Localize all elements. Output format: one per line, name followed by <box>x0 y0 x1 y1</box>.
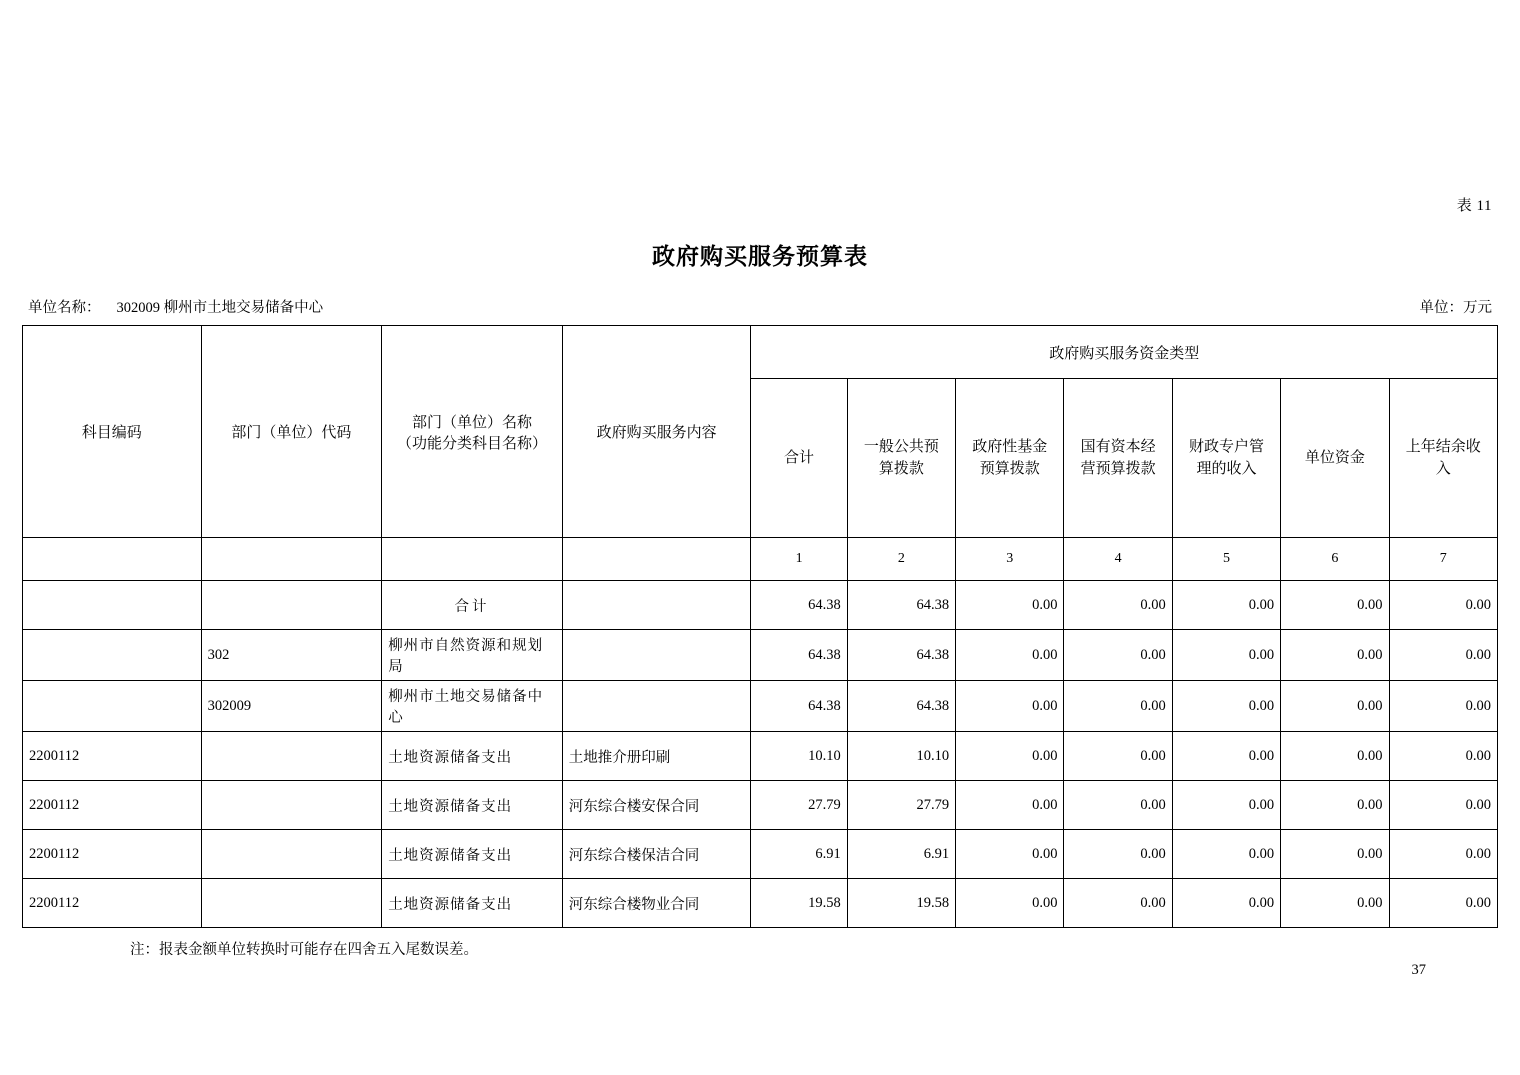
cell-amount-2: 6.91 <box>847 830 955 879</box>
cell-amount-6: 0.00 <box>1281 630 1389 681</box>
cell-dept-code <box>201 581 382 630</box>
cell-service-content: 土地推介册印刷 <box>562 732 751 781</box>
cell-dept-code <box>201 830 382 879</box>
header-line-2: 预算拨款 <box>979 461 1040 477</box>
cell-service-content <box>562 630 751 681</box>
page-title: 政府购买服务预算表 <box>652 244 868 269</box>
cell-dept-code <box>201 781 382 830</box>
cell-subject-code: 2200112 <box>23 732 202 781</box>
header-line-2: （功能分类科目名称） <box>396 435 547 452</box>
header-num-4: 4 <box>1064 538 1172 581</box>
cell-dept-name: 土地资源储备支出 <box>382 830 563 879</box>
cell-amount-2: 64.38 <box>847 630 955 681</box>
cell-amount-2: 10.10 <box>847 732 955 781</box>
cell-amount-6: 0.00 <box>1281 781 1389 830</box>
cell-amount-7: 0.00 <box>1389 630 1497 681</box>
cell-amount-6: 0.00 <box>1281 681 1389 732</box>
cell-amount-5: 0.00 <box>1172 879 1280 928</box>
cell-amount-5: 0.00 <box>1172 581 1280 630</box>
header-line-1: 国有资本经 <box>1080 438 1156 455</box>
cell-amount-5: 0.00 <box>1172 830 1280 879</box>
header-cell-state-capital <box>1064 379 1172 538</box>
cell-amount-3: 0.00 <box>956 830 1064 879</box>
header-cell-service-content: 政府购买服务内容 <box>562 326 751 538</box>
cell-dept-code: 302 <box>201 630 382 681</box>
cell-service-content <box>562 681 751 732</box>
cell-amount-2: 27.79 <box>847 781 955 830</box>
header-cell-dept-code: 部门（单位）代码 <box>201 326 382 538</box>
cell-amount-1: 64.38 <box>751 630 847 681</box>
cell-dept-name: 合计 <box>382 581 563 630</box>
table-row <box>23 781 1498 830</box>
header-line-1: 一般公共预 <box>863 438 939 455</box>
cell-amount-5: 0.00 <box>1172 630 1280 681</box>
cell-amount-1: 19.58 <box>751 879 847 928</box>
cell-amount-5: 0.00 <box>1172 732 1280 781</box>
header-num-7: 7 <box>1389 538 1497 581</box>
cell-amount-4: 0.00 <box>1064 681 1172 732</box>
header-num-5: 5 <box>1172 538 1280 581</box>
cell-subject-code: 2200112 <box>23 879 202 928</box>
header-line-2: 入 <box>1435 461 1451 477</box>
budget-table <box>22 325 1498 928</box>
header-cell-fund-type-group: 政府购买服务资金类型 <box>751 326 1498 379</box>
table-row <box>23 830 1498 879</box>
header-num-blank-4 <box>562 538 751 581</box>
cell-amount-3: 0.00 <box>956 681 1064 732</box>
cell-amount-3: 0.00 <box>956 581 1064 630</box>
cell-dept-name: 土地资源储备支出 <box>382 732 563 781</box>
cell-amount-6: 0.00 <box>1281 830 1389 879</box>
cell-subject-code: 2200112 <box>23 781 202 830</box>
header-num-1: 1 <box>751 538 847 581</box>
cell-amount-3: 0.00 <box>956 732 1064 781</box>
header-line-1: 上年结余收 <box>1405 438 1481 455</box>
cell-amount-1: 27.79 <box>751 781 847 830</box>
cell-amount-4: 0.00 <box>1064 830 1172 879</box>
cell-amount-7: 0.00 <box>1389 581 1497 630</box>
cell-amount-3: 0.00 <box>956 630 1064 681</box>
header-cell-dept-name <box>382 326 563 538</box>
cell-amount-1: 10.10 <box>751 732 847 781</box>
cell-amount-6: 0.00 <box>1281 879 1389 928</box>
page-number: 37 <box>1411 962 1426 978</box>
cell-amount-6: 0.00 <box>1281 732 1389 781</box>
header-num-2: 2 <box>847 538 955 581</box>
cell-amount-7: 0.00 <box>1389 830 1497 879</box>
unit-name-block <box>28 296 323 317</box>
table-body <box>23 581 1498 928</box>
table-header-number-row <box>23 538 1498 581</box>
table-row <box>23 630 1498 681</box>
header-cell-total: 合计 <box>751 379 847 538</box>
table-row <box>23 581 1498 630</box>
cell-amount-4: 0.00 <box>1064 879 1172 928</box>
cell-amount-7: 0.00 <box>1389 681 1497 732</box>
cell-service-content: 河东综合楼物业合同 <box>562 879 751 928</box>
header-num-6: 6 <box>1281 538 1389 581</box>
table-row <box>23 879 1498 928</box>
cell-dept-code: 302009 <box>201 681 382 732</box>
table-row <box>23 732 1498 781</box>
cell-amount-4: 0.00 <box>1064 732 1172 781</box>
cell-dept-name: 土地资源储备支出 <box>382 781 563 830</box>
cell-dept-name: 土地资源储备支出 <box>382 879 563 928</box>
cell-amount-5: 0.00 <box>1172 681 1280 732</box>
header-line-2: 营预算拨款 <box>1080 461 1156 477</box>
cell-amount-2: 64.38 <box>847 681 955 732</box>
cell-amount-7: 0.00 <box>1389 781 1497 830</box>
table-note: 注：报表金额单位转换时可能存在四舍五入尾数误差。 <box>130 942 478 958</box>
header-num-blank-2 <box>201 538 382 581</box>
header-cell-subject-code: 科目编码 <box>23 326 202 538</box>
cell-subject-code: 2200112 <box>23 830 202 879</box>
cell-service-content <box>562 581 751 630</box>
cell-amount-4: 0.00 <box>1064 781 1172 830</box>
cell-dept-name: 柳州市土地交易储备中心 <box>382 681 563 732</box>
cell-amount-2: 19.58 <box>847 879 955 928</box>
cell-dept-code <box>201 732 382 781</box>
header-cell-general-public <box>847 379 955 538</box>
amount-unit-label: 单位：万元 <box>1419 300 1492 316</box>
cell-amount-5: 0.00 <box>1172 781 1280 830</box>
cell-subject-code <box>23 681 202 732</box>
header-cell-prior-year <box>1389 379 1497 538</box>
cell-amount-2: 64.38 <box>847 581 955 630</box>
header-line-2: 理的收入 <box>1196 461 1257 477</box>
cell-amount-1: 6.91 <box>751 830 847 879</box>
header-num-blank-1 <box>23 538 202 581</box>
header-cell-unit-funds: 单位资金 <box>1281 379 1389 538</box>
cell-service-content: 河东综合楼安保合同 <box>562 781 751 830</box>
cell-subject-code <box>23 630 202 681</box>
header-line-2: 算拨款 <box>878 461 924 477</box>
header-line-1: 政府性基金 <box>972 438 1048 455</box>
table-header-group-row <box>23 326 1498 379</box>
unit-name-value: 302009 柳州市土地交易储备中心 <box>116 300 324 316</box>
cell-amount-4: 0.00 <box>1064 581 1172 630</box>
cell-dept-code <box>201 879 382 928</box>
header-cell-special-account <box>1172 379 1280 538</box>
cell-amount-4: 0.00 <box>1064 630 1172 681</box>
cell-service-content: 河东综合楼保洁合同 <box>562 830 751 879</box>
cell-amount-1: 64.38 <box>751 581 847 630</box>
header-line-1: 部门（单位）名称 <box>411 414 532 431</box>
cell-dept-name: 柳州市自然资源和规划局 <box>382 630 563 681</box>
header-num-blank-3 <box>382 538 563 581</box>
cell-amount-7: 0.00 <box>1389 732 1497 781</box>
cell-amount-7: 0.00 <box>1389 879 1497 928</box>
table-row <box>23 681 1498 732</box>
cell-amount-3: 0.00 <box>956 781 1064 830</box>
header-cell-gov-fund <box>956 379 1064 538</box>
cell-subject-code <box>23 581 202 630</box>
cell-amount-6: 0.00 <box>1281 581 1389 630</box>
header-num-3: 3 <box>956 538 1064 581</box>
cell-amount-1: 64.38 <box>751 681 847 732</box>
cell-amount-3: 0.00 <box>956 879 1064 928</box>
header-line-1: 财政专户管 <box>1188 438 1264 455</box>
unit-name-label: 单位名称： <box>28 300 101 316</box>
sheet-label: 表 11 <box>1456 198 1492 214</box>
